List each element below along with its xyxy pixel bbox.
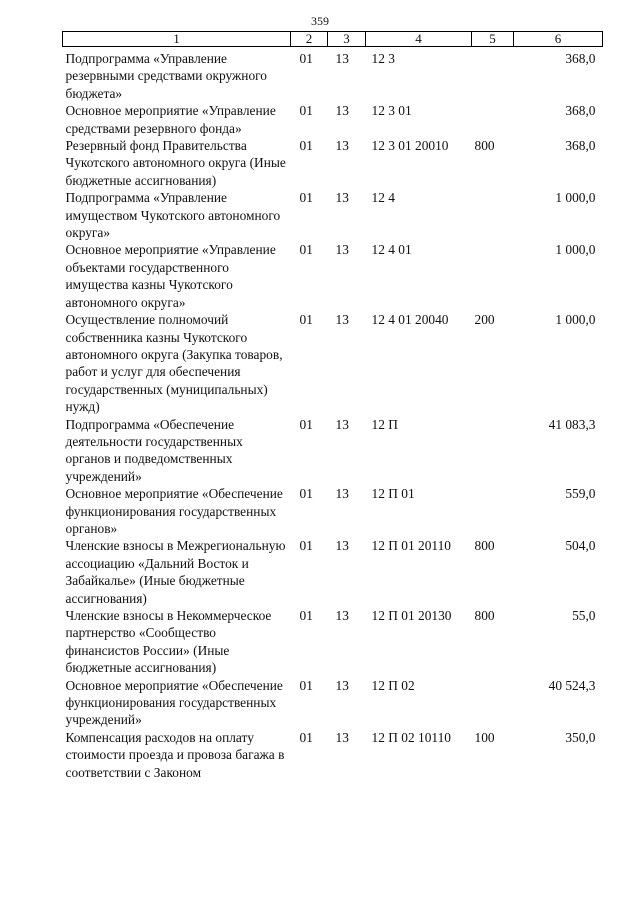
row-target-code: 12 3 01 20010 <box>371 138 449 154</box>
row-name: Членские взносы в Межрегиональную ассоциацию «Дальний Восток и Забайкалье» (Иные бюджетные ассигнования) <box>65 538 286 606</box>
column-header-subsection: 3 <box>328 32 366 47</box>
row-subsection: 13 <box>335 51 349 66</box>
row-subsection: 13 <box>335 677 349 693</box>
row-amount: 1 000,0 <box>555 242 596 258</box>
row-subsection: 13 <box>335 538 349 554</box>
table-row <box>63 311 603 415</box>
table-row <box>63 677 603 729</box>
row-section: 01 <box>299 538 313 554</box>
row-subsection: 13 <box>335 242 349 258</box>
row-name: Подпрограмма «Управление имуществом Чукотского автономного округа» <box>65 190 281 241</box>
row-name: Резервный фонд Правительства Чукотского автономного округа (Иные бюджетные ассигнования) <box>65 138 286 188</box>
row-section: 01 <box>299 608 313 623</box>
table-row <box>63 137 603 189</box>
row-subsection: 13 <box>335 729 349 745</box>
table-row <box>63 102 603 137</box>
table-row <box>63 416 603 486</box>
row-amount: 41 083,3 <box>548 416 596 432</box>
row-expense-type: 200 <box>474 312 495 328</box>
row-name: Подпрограмма «Управление резервными средствами окружного бюджета» <box>65 51 267 101</box>
row-amount: 368,0 <box>565 51 596 66</box>
row-expense-type <box>472 677 514 729</box>
row-amount: 368,0 <box>565 103 596 119</box>
row-expense-type: 800 <box>474 138 495 154</box>
table-row <box>63 241 603 311</box>
row-section: 01 <box>299 242 313 258</box>
table-row <box>63 729 603 781</box>
row-target-code: 12 4 01 <box>371 242 412 258</box>
row-expense-type: 100 <box>474 729 495 745</box>
row-subsection: 13 <box>335 312 349 328</box>
row-subsection: 13 <box>335 608 349 623</box>
row-subsection: 13 <box>335 138 349 154</box>
row-amount: 1 000,0 <box>555 312 596 328</box>
column-header-target-code: 4 <box>366 32 472 47</box>
row-expense-type <box>472 416 514 486</box>
row-section: 01 <box>299 51 313 66</box>
row-subsection: 13 <box>335 486 349 502</box>
table-header-row <box>63 32 603 47</box>
table-row <box>63 47 603 103</box>
column-header-amount: 6 <box>514 32 603 47</box>
table-row <box>63 607 603 677</box>
row-target-code: 12 3 01 <box>371 103 412 119</box>
row-target-code: 12 П <box>371 416 398 432</box>
row-section: 01 <box>299 190 313 206</box>
row-name: Осуществление полномочий собственника казны Чукотского автономного округа (Закупка товаров, работ и услуг для обеспечения государственных (муниципальных) нужд) <box>65 312 283 415</box>
row-expense-type <box>472 241 514 311</box>
row-section: 01 <box>299 103 313 119</box>
row-amount: 368,0 <box>565 138 596 154</box>
row-expense-type <box>472 485 514 537</box>
row-section: 01 <box>299 416 313 432</box>
column-header-name: 1 <box>63 32 291 47</box>
table-row <box>63 485 603 537</box>
row-section: 01 <box>299 486 313 502</box>
row-target-code: 12 4 01 20040 <box>371 312 449 328</box>
row-amount: 40 524,3 <box>548 677 596 693</box>
row-amount: 1 000,0 <box>555 190 596 206</box>
row-name: Подпрограмма «Обеспечение деятельности государственных органов и подведомственных учреждений» <box>65 416 243 484</box>
row-name: Компенсация расходов на оплату стоимости проезда и провоза багажа в соответствии с Законом <box>65 729 285 780</box>
row-section: 01 <box>299 312 313 328</box>
row-target-code: 12 П 01 <box>371 486 415 502</box>
table-row <box>63 189 603 241</box>
row-subsection: 13 <box>335 416 349 432</box>
row-target-code: 12 П 01 20130 <box>371 608 452 623</box>
row-target-code: 12 4 <box>371 190 395 206</box>
row-target-code: 12 П 02 10110 <box>371 729 451 745</box>
row-name: Основное мероприятие «Обеспечение функционирования государственных органов» <box>65 486 283 536</box>
row-section: 01 <box>299 138 313 154</box>
row-name: Основное мероприятие «Управление объектами государственного имущества казны Чукотского автономного округа» <box>65 242 276 310</box>
page-number: 359 <box>311 14 329 28</box>
row-subsection: 13 <box>335 103 349 119</box>
row-amount: 504,0 <box>565 538 596 554</box>
row-target-code: 12 П 02 <box>371 677 415 693</box>
row-expense-type: 800 <box>474 538 495 554</box>
column-header-section: 2 <box>291 32 328 47</box>
row-amount: 559,0 <box>565 486 596 502</box>
budget-table <box>62 31 603 781</box>
row-expense-type <box>472 102 514 137</box>
column-header-expense-type: 5 <box>472 32 514 47</box>
row-amount: 350,0 <box>565 729 596 745</box>
row-expense-type <box>472 189 514 241</box>
row-target-code: 12 П 01 20110 <box>371 538 451 554</box>
row-subsection: 13 <box>335 190 349 206</box>
table-row <box>63 537 603 607</box>
row-section: 01 <box>299 677 313 693</box>
row-name: Членские взносы в Некоммерческое партнерство «Сообщество финансистов России» (Иные бюджетные ассигнования) <box>65 608 272 676</box>
row-target-code: 12 3 <box>371 51 395 66</box>
row-name: Основное мероприятие «Управление средствами резервного фонда» <box>65 103 276 136</box>
row-amount: 55,0 <box>572 608 596 623</box>
row-expense-type: 800 <box>474 608 495 623</box>
row-expense-type <box>472 47 514 103</box>
row-section: 01 <box>299 729 313 745</box>
row-name: Основное мероприятие «Обеспечение функционирования государственных учреждений» <box>65 677 283 728</box>
